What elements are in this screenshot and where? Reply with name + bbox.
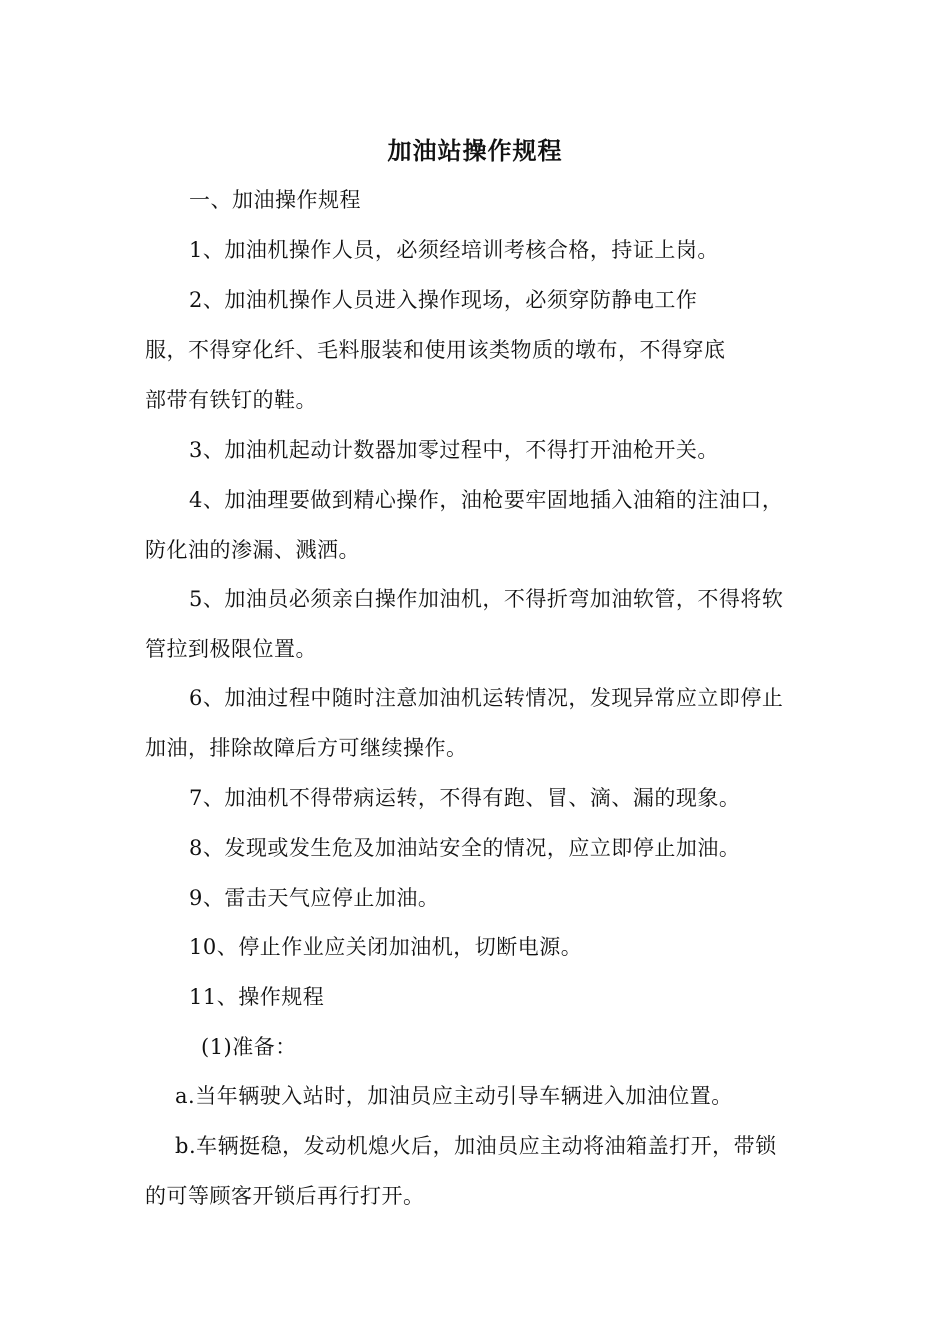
paragraph-line: 9、雷击天气应停止加油。 bbox=[189, 886, 440, 910]
paragraph-line: 10、停止作业应关闭加油机，切断电源。 bbox=[189, 935, 583, 959]
paragraph-line: 服，不得穿化纤、毛料服装和使用该类物质的墩布，不得穿底 bbox=[145, 338, 726, 362]
paragraph-line: 的可等顾客开锁后再行打开。 bbox=[145, 1184, 425, 1208]
paragraph-line: a.当年辆驶入站时，加油员应主动引导车辆进入加油位置。 bbox=[175, 1084, 733, 1108]
paragraph-line: 防化油的渗漏、溅洒。 bbox=[145, 538, 360, 562]
paragraph-line: 部带有铁钉的鞋。 bbox=[145, 388, 317, 412]
paragraph-line: b.车辆挺稳，发动机熄火后，加油员应主动将油箱盖打开，带锁 bbox=[175, 1134, 777, 1158]
paragraph-line: 4、加油理要做到精心操作，油枪要牢固地插入油箱的注油口， bbox=[189, 488, 784, 512]
paragraph-line: 2、加油机操作人员进入操作现场，必须穿防静电工作 bbox=[189, 288, 698, 312]
paragraph-line: 6、加油过程中随时注意加油机运转情况，发现异常应立即停止 bbox=[189, 686, 784, 710]
paragraph-line: 8、发现或发生危及加油站安全的情况，应立即停止加油。 bbox=[189, 836, 741, 860]
paragraph-line: 加油，排除故障后方可继续操作。 bbox=[145, 736, 468, 760]
paragraph-line: 3、加油机起动计数器加零过程中，不得打开油枪开关。 bbox=[189, 438, 719, 462]
paragraph-line: 11、操作规程 bbox=[189, 985, 325, 1009]
paragraph-line: (1)准备： bbox=[201, 1035, 297, 1059]
section-heading: 一、加油操作规程 bbox=[189, 188, 361, 212]
paragraph-line: 7、加油机不得带病运转，不得有跑、冒、滴、漏的现象。 bbox=[189, 786, 741, 810]
paragraph-line: 管拉到极限位置。 bbox=[145, 637, 317, 661]
paragraph-line: 1、加油机操作人员，必须经培训考核合格，持证上岗。 bbox=[189, 238, 719, 262]
document-title: 加油站操作规程 bbox=[387, 136, 563, 165]
paragraph-line: 5、加油员必须亲白操作加油机，不得折弯加油软管，不得将软 bbox=[189, 587, 784, 611]
